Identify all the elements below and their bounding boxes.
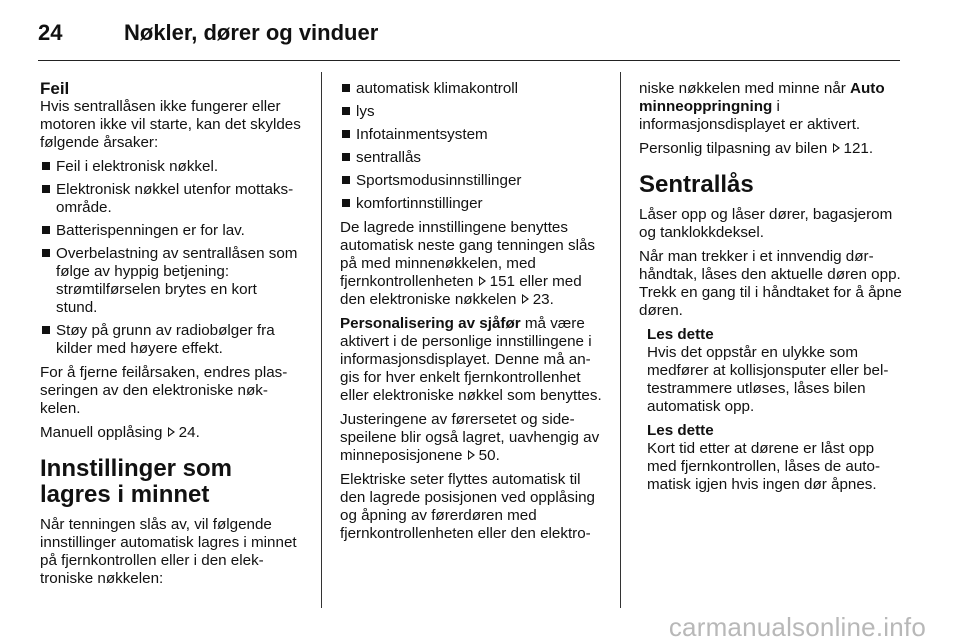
- paragraph-manual-unlock: Manuell opplåsing 24.: [40, 424, 200, 441]
- paragraph-personal-adjust: Personlig tilpasning av bilen 121.: [639, 140, 874, 157]
- square-bullet-icon: [342, 84, 350, 92]
- list-item: komfortinnstillinger: [340, 195, 604, 213]
- note-box: [647, 326, 903, 416]
- page-reference-icon: [834, 143, 841, 153]
- page-number: 24: [38, 20, 63, 45]
- square-bullet-icon: [342, 107, 350, 115]
- paragraph-continued: niske nøkkelen med minne når Auto minneoppringning i informasjonsdisplayet er aktivert.: [639, 80, 885, 133]
- square-bullet-icon: [342, 176, 350, 184]
- paragraph-saved-settings: De lagrede innstillingene benyttes automatisk neste gang tenningen slås på med minnenøkkelen, med fjernkontrollenheten 151 eller med den elektroniske nøkkelen 23.: [340, 219, 595, 308]
- square-bullet-icon: [42, 185, 50, 193]
- column-divider-1: [321, 72, 322, 608]
- list-item: Elektronisk nøkkel utenfor mottaksområde.: [40, 181, 302, 217]
- heading-memory-settings: Innstillinger som lagres i minnet: [40, 455, 233, 508]
- column-3: [639, 80, 903, 500]
- fault-list: [40, 158, 302, 358]
- page-reference-icon: [469, 450, 476, 460]
- list-item: Feil i elektronisk nøkkel.: [40, 158, 302, 176]
- paragraph-memory-intro: Når tenningen slås av, vil følgende innstillinger automatisk lagres i minnet på fjernkontrollen eller i den elektroniske nøkkelen:: [40, 516, 297, 587]
- list-item: sentrallås: [340, 149, 604, 167]
- paragraph-intro: Hvis sentrallåsen ikke fungerer eller motoren ikke vil starte, kan det skyldes følgende årsaker:: [40, 98, 301, 151]
- square-bullet-icon: [342, 153, 350, 161]
- note-text: Hvis det oppstår en ulykke som medfører at kollisjonsputer eller beltestrammere utløses, låses bilen automatisk opp.: [647, 344, 889, 415]
- paragraph-central-locking: Låser opp og låser dører, bagasjerom og tanklokkdeksel.: [639, 206, 893, 241]
- heading-feil: Feil: [40, 79, 70, 98]
- paragraph-fix: For å fjerne feilårsaken, endres plasseringen av den elektroniske nøkkelen.: [40, 364, 288, 417]
- note-box: [647, 422, 903, 494]
- square-bullet-icon: [42, 249, 50, 257]
- page-reference-icon: [169, 427, 176, 437]
- list-item: automatisk klimakontroll: [340, 80, 604, 98]
- paragraph-electric-seats: Elektriske seter flyttes automatisk til den lagrede posisjonen ved opplåsing og åpning av førerdøren med fjernkontrollenheten eller den elektro-: [340, 471, 596, 542]
- square-bullet-icon: [42, 162, 50, 170]
- page-header: [38, 14, 900, 48]
- page-reference-icon: [480, 276, 487, 286]
- paragraph-adjustments: Justeringene av førersetet og sidespeilene blir også lagret, uavhengig av minneposisjonene 50.: [340, 411, 600, 464]
- square-bullet-icon: [342, 199, 350, 207]
- heading-central-locking: Sentrallås: [639, 171, 754, 198]
- column-divider-2: [620, 72, 621, 608]
- list-item: Infotainmentsystem: [340, 126, 604, 144]
- column-2: [340, 80, 604, 549]
- square-bullet-icon: [42, 326, 50, 334]
- list-item: Støy på grunn av radiobølger fra kilder med høyere effekt.: [40, 322, 302, 358]
- square-bullet-icon: [42, 226, 50, 234]
- page-title: Nøkler, dører og vinduer: [124, 20, 379, 45]
- paragraph-door-handle: Når man trekker i et innvendig dørhåndtak, låses den aktuelle døren opp. Trekk en gang til i håndtaket for å åpne døren.: [639, 248, 902, 319]
- list-item: Overbelastning av sentrallåsen som følge av hyppig betjening: strømtilførselen brytes en kort stund.: [40, 245, 302, 317]
- note-title: Les dette: [647, 326, 714, 343]
- paragraph-personalization: Personalisering av sjåfør må være aktivert i de personlige innstillingene i informasjonsdisplayet. Denne må angis for hver enkelt fjernkontrollenhet eller elektroniske nøkkel som benyttes.: [340, 315, 602, 404]
- watermark: carmanualsonline.info: [668, 612, 926, 642]
- square-bullet-icon: [342, 130, 350, 138]
- column-1: [40, 80, 302, 594]
- note-title: Les dette: [647, 422, 714, 439]
- page-reference-icon: [523, 294, 530, 304]
- memory-list: [340, 80, 604, 213]
- list-item: lys: [340, 103, 604, 121]
- header-rule: [38, 60, 900, 61]
- note-text: Kort tid etter at dørene er låst opp med fjernkontrollen, låses de automatisk igjen hvis ingen dør åpnes.: [647, 440, 881, 493]
- list-item: Batterispenningen er for lav.: [40, 222, 302, 240]
- list-item: Sportsmodusinnstillinger: [340, 172, 604, 190]
